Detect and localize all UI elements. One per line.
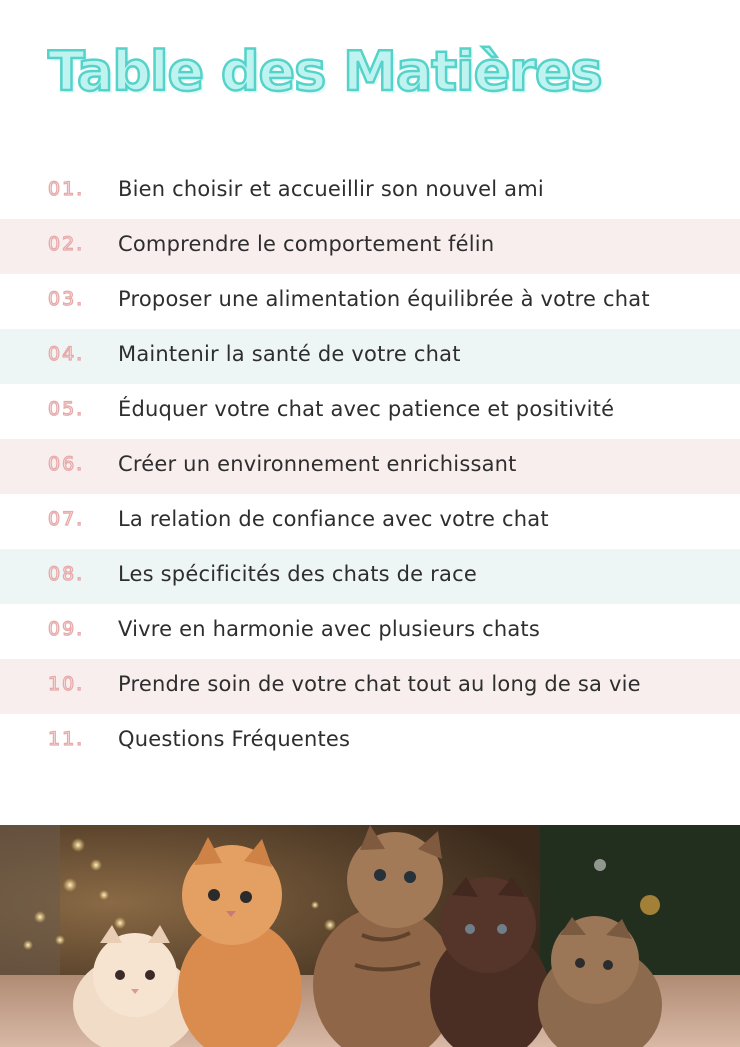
toc-number: 02.	[48, 233, 85, 255]
toc-label: Éduquer votre chat avec patience et positivité	[118, 397, 615, 421]
toc-number: 09.	[48, 618, 85, 640]
table-of-contents	[0, 164, 740, 769]
toc-item-04[interactable]	[0, 329, 740, 384]
toc-number: 06.	[48, 453, 85, 475]
toc-item-09[interactable]	[0, 604, 740, 659]
toc-item-02[interactable]	[0, 219, 740, 274]
toc-number: 04.	[48, 343, 85, 365]
toc-number: 07.	[48, 508, 85, 530]
toc-item-01[interactable]	[0, 164, 740, 219]
toc-number: 08.	[48, 563, 85, 585]
toc-label: Les spécificités des chats de race	[118, 562, 477, 586]
toc-number: 11.	[48, 728, 85, 750]
kittens-photo	[0, 825, 740, 1047]
toc-item-10[interactable]	[0, 659, 740, 714]
toc-item-08[interactable]	[0, 549, 740, 604]
toc-number: 10.	[48, 673, 85, 695]
toc-item-03[interactable]	[0, 274, 740, 329]
toc-item-05[interactable]	[0, 384, 740, 439]
toc-number: 05.	[48, 398, 85, 420]
toc-number: 03.	[48, 288, 85, 310]
toc-label: Bien choisir et accueillir son nouvel ami	[118, 177, 544, 201]
toc-label: Proposer une alimentation équilibrée à votre chat	[118, 287, 650, 311]
toc-label: Maintenir la santé de votre chat	[118, 342, 461, 366]
toc-label: Comprendre le comportement félin	[118, 232, 495, 256]
toc-label: Vivre en harmonie avec plusieurs chats	[118, 617, 540, 641]
page-title: Table des Matières	[48, 40, 602, 103]
toc-label: Prendre soin de votre chat tout au long de sa vie	[118, 672, 641, 696]
toc-item-06[interactable]	[0, 439, 740, 494]
toc-label: Créer un environnement enrichissant	[118, 452, 517, 476]
toc-label: La relation de confiance avec votre chat	[118, 507, 549, 531]
toc-number: 01.	[48, 178, 85, 200]
toc-item-11[interactable]	[0, 714, 740, 769]
toc-label: Questions Fréquentes	[118, 727, 351, 751]
toc-item-07[interactable]	[0, 494, 740, 549]
